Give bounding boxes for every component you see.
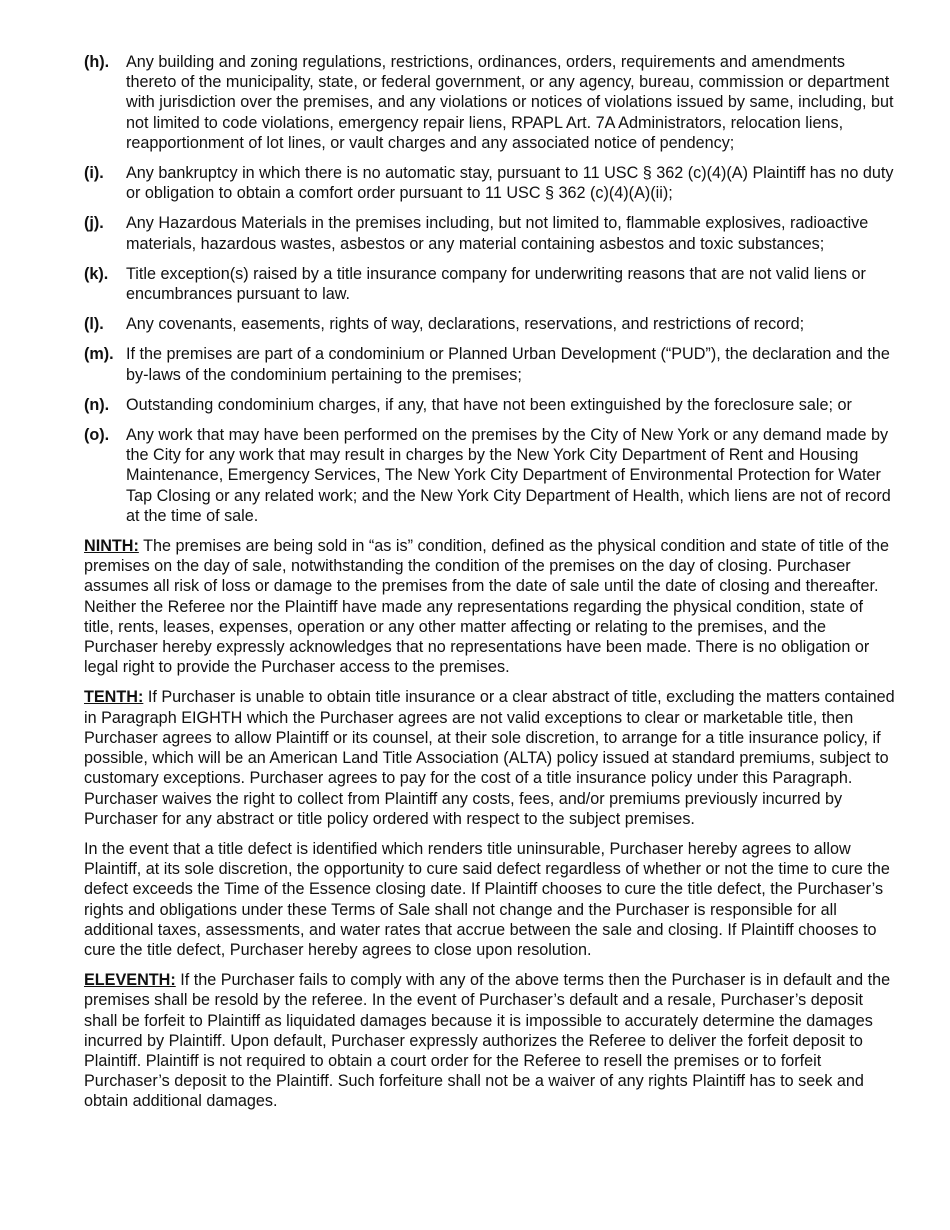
list-item-m <box>84 344 896 384</box>
item-label: (m). <box>84 345 114 364</box>
item-text: Any covenants, easements, rights of way, declarations, reservations, and restrictions of record; <box>126 315 805 334</box>
list-item-j <box>84 213 896 253</box>
paragraph-body: The premises are being sold in “as is” condition, defined as the physical condition and state of title of the premises on the day of sale, notwithstanding the condition of the premises on the day of closing. Purchaser assumes all risk of loss or damage to the premises from the date of sale until the date of closing and thereafter. Neither the Referee nor the Plaintiff have made any representations regarding the physical condition, state of title, rents, leases, expenses, operation or any other matter affecting or relating to the premises, and the Purchaser hereby expressly acknowledges that no representations have been made. There is no obligation or legal right to provide the Purchaser access to the premises. <box>84 537 890 677</box>
list-item-o <box>84 425 896 526</box>
item-label: (i). <box>84 164 104 183</box>
paragraph-heading: ELEVENTH: <box>84 971 176 990</box>
item-text: Any bankruptcy in which there is no automatic stay, pursuant to 11 USC § 362 (c)(4)(A) Plaintiff has no duty or obligation to obtain a comfort order pursuant to 11 USC § 362 (c)(4)(A)(ii); <box>126 164 894 203</box>
item-label: (j). <box>84 214 104 233</box>
paragraph-ninth <box>84 536 896 677</box>
paragraph-heading: NINTH: <box>84 537 139 556</box>
paragraph-body: If the Purchaser fails to comply with any of the above terms then the Purchaser is in default and the premises shall be resold by the referee. In the event of Purchaser’s default and a resale, Purchaser’s deposit shall be forfeit to Plaintiff as liquidated damages because it is impossible to accurately determine the damages incurred by Plaintiff. Upon default, Purchaser expressly authorizes the Referee to deliver the forfeit deposit to Plaintiff. Plaintiff is not required to obtain a court order for the Referee to resell the premises or to forfeit Purchaser’s deposit to the Plaintiff. Such forfeiture shall not be a waiver of any rights Plaintiff has to seek and obtain additional damages. <box>84 971 891 1111</box>
item-text: Any work that may have been performed on the premises by the City of New York or any demand made by the City for any work that may result in charges by the New York City Department of Rent and Housing Maintenance, Emergency Services, The New York City Department of Environmental Protection for Water Tap Closing or any related work; and the New York City Department of Health, which liens are not of record at the time of sale. <box>126 426 891 525</box>
item-label: (o). <box>84 426 110 445</box>
document-page <box>84 52 896 1122</box>
item-text: Title exception(s) raised by a title insurance company for underwriting reasons that are not valid liens or encumbrances pursuant to law. <box>126 264 866 304</box>
paragraph-eleventh <box>84 970 896 1111</box>
item-label: (n). <box>84 395 110 414</box>
paragraph-tenth <box>84 687 896 828</box>
paragraph-body: In the event that a title defect is identified which renders title uninsurable, Purchaser hereby agrees to allow Plaintiff, at its sole discretion, the opportunity to cure said defect regardless of whether or not the time to cure the defect exceeds the Time of the Essence closing date. If Plaintiff chooses to cure the title defect, the Purchaser’s rights and obligations under these Terms of Sale shall not change and the Purchaser is responsible for all additional taxes, assessments, and water rates that accrue between the sale and closing. If Plaintiff chooses to cure the title defect, Purchaser hereby agrees to close upon resolution. <box>84 839 890 959</box>
paragraph-body: If Purchaser is unable to obtain title insurance or a clear abstract of title, excluding the matters contained in Paragraph EIGHTH which the Purchaser agrees are not valid exceptions to clear or marketable title, then Purchaser agrees to allow Plaintiff or its counsel, at their sole discretion, to arrange for a title insurance policy, if possible, which will be an American Land Title Association (ALTA) policy issued at standard premiums, subject to customary exceptions. Purchaser agrees to pay for the cost of a title insurance policy under this Paragraph. Purchaser waives the right to collect from Plaintiff any costs, fees, and/or premiums previously incurred by Purchaser for any abstract or title policy ordered with respect to the subject premises. <box>84 688 895 828</box>
list-item-l <box>84 314 896 334</box>
item-text: Any Hazardous Materials in the premises including, but not limited to, flammable explosives, radioactive materials, hazardous wastes, asbestos or any material containing asbestos and toxic substances; <box>126 214 869 253</box>
list-item-i <box>84 163 896 203</box>
paragraph-heading: TENTH: <box>84 688 144 707</box>
item-text: Outstanding condominium charges, if any, that have not been extinguished by the foreclosure sale; or <box>126 395 852 414</box>
item-label: (h). <box>84 53 110 71</box>
item-text: Any building and zoning regulations, restrictions, ordinances, orders, requirements and amendments thereto of the municipality, state, or federal government, or any agency, bureau, commission or department with jurisdiction over the premises, and any violations or notices of violations issued by same, including, but not limited to code violations, emergency repair liens, RPAPL Art. 7A Administrators, relocation liens, reapportionment of lot lines, or vault charges and any associated notice of pendency; <box>126 53 894 152</box>
list-item-h <box>84 52 896 153</box>
paragraph-title-defect <box>84 839 896 960</box>
item-label: (l). <box>84 315 104 334</box>
item-text: If the premises are part of a condominium or Planned Urban Development (“PUD”), the declaration and the by-laws of the condominium pertaining to the premises; <box>126 345 890 384</box>
list-item-n <box>84 395 896 415</box>
list-item-k <box>84 264 896 304</box>
item-label: (k). <box>84 264 109 283</box>
